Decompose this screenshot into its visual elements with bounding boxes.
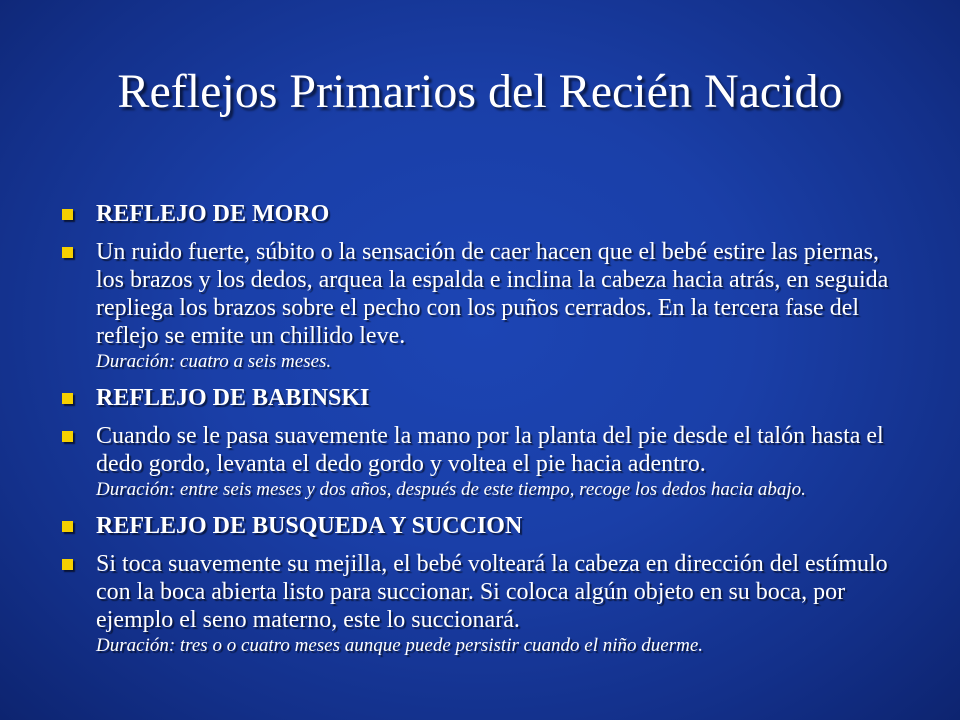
description-text: Si toca suavemente su mejilla, el bebé volteará la cabeza en dirección del estímulo con la boca abierta listo para succionar. Si coloca algún objeto en su boca, por ejemplo el seno materno, este lo succionará. [96,551,888,633]
list-item-reflejo-babinski-heading [60,384,900,412]
description-text: Un ruido fuerte, súbito o la sensación de caer hacen que el bebé estire las piernas, los brazos y los dedos, arquea la espalda e inclina la cabeza hacia atrás, en seguida repliega los brazos sobre el pecho con los puños cerrados. En la tercera fase del reflejo se emite un chillido leve. [96,239,889,349]
duration-note: Duración: tres o o cuatro meses aunque puede persistir cuando el niño duerme. [96,635,704,656]
list-item-reflejo-moro-description [60,238,900,374]
list-item-reflejo-babinski-description [60,422,900,502]
square-bullet-icon [62,247,73,258]
square-bullet-icon [62,559,73,570]
duration-note: Duración: entre seis meses y dos años, después de este tiempo, recoge los dedos hacia abajo. [96,479,806,500]
list-item-reflejo-busqueda-heading [60,512,900,540]
slide-title: Reflejos Primarios del Recién Nacido [117,65,843,118]
square-bullet-icon [62,209,73,220]
section-heading: REFLEJO DE BABINSKI [96,385,370,411]
square-bullet-icon [62,431,73,442]
description-text: Cuando se le pasa suavemente la mano por la planta del pie desde el talón hasta el dedo gordo, levanta el dedo gordo y voltea el pie hacia adentro. [96,423,884,477]
list-item-reflejo-moro-heading [60,200,900,228]
square-bullet-icon [62,521,73,532]
bullet-list [60,200,900,668]
square-bullet-icon [62,393,73,404]
duration-note: Duración: cuatro a seis meses. [96,351,332,372]
section-heading: REFLEJO DE MORO [96,201,330,227]
list-item-reflejo-busqueda-description [60,550,900,658]
section-heading: REFLEJO DE BUSQUEDA Y SUCCION [96,513,523,539]
